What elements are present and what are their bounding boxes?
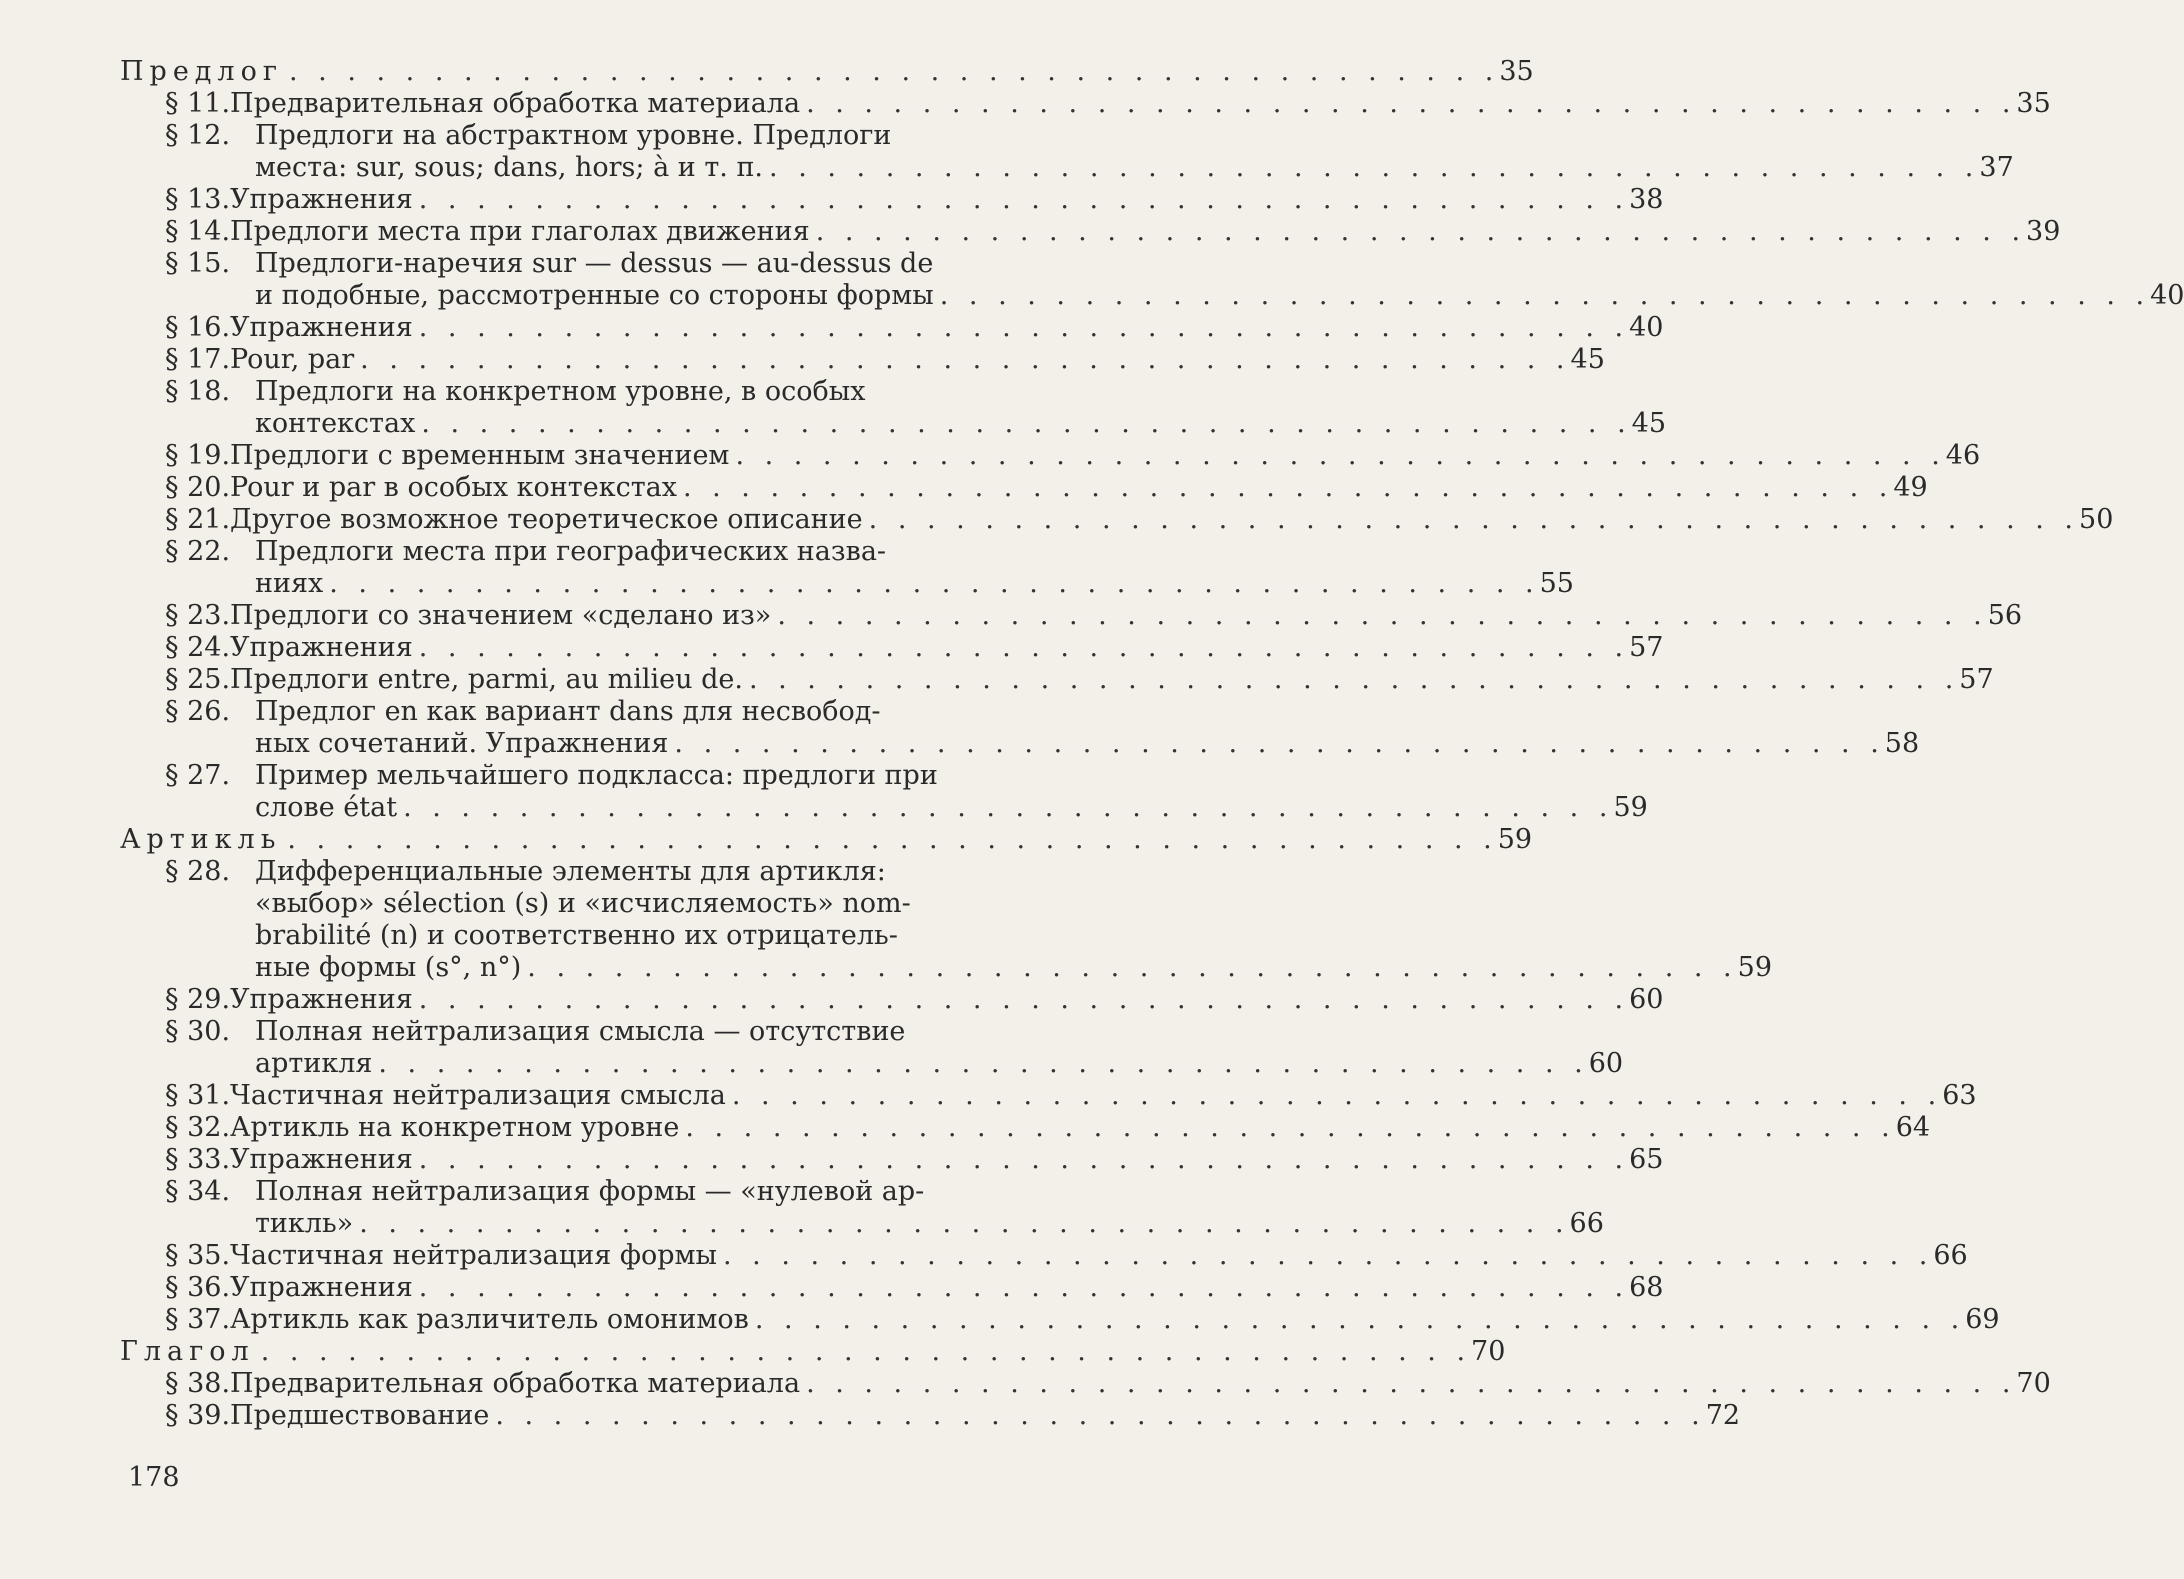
section-title-line: тикль» [255, 1208, 354, 1239]
page-number: 178 [128, 1462, 180, 1493]
toc-section-entry [120, 1176, 1604, 1240]
leader-dots: . . . . . . . . . . . . . . . . . . . . . . . . . . . . . . . . . . . . . . . . . . [685, 1112, 1896, 1143]
section-number: § 19. [165, 440, 231, 471]
leader-dots: . . . . . . . . . . . . . . . . . . . . . . . . . . . . . . . . . . . . . . . . . . [495, 1400, 1706, 1431]
section-number: § 24. [165, 632, 231, 663]
section-title-line: Дифференциальные элементы для артикля: [255, 856, 886, 887]
section-title-line: ных сочетаний. Упражнения [255, 728, 669, 759]
leader-dots: . . . . . . . . . . . . . . . . . . . . . . . . . . . . . . . . . . . . . . . . . . [378, 1048, 1589, 1079]
section-title-line: Другое возможное теоретическое описание [230, 504, 863, 535]
section-number: § 33. [165, 1144, 231, 1175]
toc-section-entry [120, 248, 2184, 312]
section-title-line: Предлоги entre, parmi, au milieu de. [230, 664, 743, 695]
page-ref: 72 [1705, 1400, 1741, 1431]
leader-dots: . . . . . . . . . . . . . . . . . . . . . . . . . . . . . . . . . . . . . . . . . . [418, 184, 1630, 215]
section-number: § 13. [165, 184, 231, 215]
page-ref: 38 [1629, 184, 1664, 215]
toc-section-entry [120, 120, 2014, 184]
page-ref: 39 [2026, 216, 2061, 247]
toc-section-entry [120, 696, 1920, 760]
page-ref: 49 [1893, 472, 1928, 503]
leader-dots: . . . . . . . . . . . . . . . . . . . . . . . . . . . . . . . . . . . . . . . . . . [287, 824, 1498, 855]
leader-dots: . . . . . . . . . . . . . . . . . . . . . . . . . . . . . . . . . . . . . . . . . . [260, 1336, 1472, 1367]
leader-dots: . . . . . . . . . . . . . . . . . . . . . . . . . . . . . . . . . . . . . . . . . . [359, 1208, 1570, 1239]
toc-section-entry [120, 216, 2061, 248]
leader-dots: . . . . . . . . . . . . . . . . . . . . . . . . . . . . . . . . . . . . . . . . . . [806, 1368, 2017, 1399]
leader-dots: . . . . . . . . . . . . . . . . . . . . . . . . . . . . . . . . . . . . . . . . . . [806, 88, 2017, 119]
section-number: § 28. [165, 856, 231, 887]
toc-section-entry [120, 1240, 1968, 1272]
section-title-line: Предлоги места при глаголах движения [230, 216, 810, 247]
toc-section-entry [120, 440, 1981, 472]
page-ref: 63 [1942, 1080, 1977, 1111]
page-ref: 59 [1737, 952, 1772, 983]
section-number: § 21. [165, 504, 231, 535]
leader-dots: . . . . . . . . . . . . . . . . . . . . . . . . . . . . . . . . . . . . . . . . . . [418, 1272, 1630, 1303]
section-title-line: контекстах [255, 408, 416, 439]
toc-section-entry [120, 1400, 1741, 1432]
section-number: § 20. [165, 472, 231, 503]
section-title-line: Упражнения [230, 984, 413, 1015]
page-ref: 57 [1959, 664, 1994, 695]
page-ref: 56 [1987, 600, 2023, 631]
section-title-line: Предлог en как вариант dans для несвобод- [255, 696, 881, 727]
section-title-line: Предлоги с временным значением [230, 440, 730, 471]
toc-section-entry [120, 600, 2023, 632]
toc-part-entry [120, 1336, 1506, 1368]
toc-section-entry [120, 376, 1667, 440]
page-ref: 64 [1895, 1112, 1931, 1143]
section-title-line: артикля [255, 1048, 373, 1079]
leader-dots: . . . . . . . . . . . . . . . . . . . . . . . . . . . . . . . . . . . . . . . . . . [418, 1144, 1630, 1175]
section-number: § 26. [165, 696, 231, 727]
toc-section-entry [120, 1368, 2051, 1400]
leader-dots: . . . . . . . . . . . . . . . . . . . . . . . . . . . . . . . . . . . . . . . . . . [421, 408, 1632, 439]
page-ref: 57 [1629, 632, 1664, 663]
section-title-line: Пример мельчайшего подкласса: предлоги при [255, 760, 938, 791]
leader-dots: . . . . . . . . . . . . . . . . . . . . . . . . . . . . . . . . . . . . . . . . . . [735, 440, 1946, 471]
toc-section-entry [120, 1272, 1664, 1304]
toc-section-entry [120, 1112, 1931, 1144]
leader-dots: . . . . . . . . . . . . . . . . . . . . . . . . . . . . . . . . . . . . . . . . . . [527, 952, 1738, 983]
section-title-line: Предлоги места при географических назва- [255, 536, 887, 567]
section-title-line: brabilité (n) и соответственно их отрицатель- [255, 920, 898, 951]
section-number: § 23. [165, 600, 231, 631]
section-number: § 36. [165, 1272, 231, 1303]
section-title-line: Предшествование [230, 1400, 490, 1431]
leader-dots: . . . . . . . . . . . . . . . . . . . . . . . . . . . . . . . . . . . . . . . . . . [360, 344, 1571, 375]
leader-dots: . . . . . . . . . . . . . . . . . . . . . . . . . . . . . . . . . . . . . . . . . . [769, 152, 1980, 183]
page-ref: 60 [1588, 1048, 1624, 1079]
toc-section-entry [120, 1016, 1624, 1080]
page-ref: 70 [2016, 1368, 2051, 1399]
toc-section-entry [120, 856, 1772, 984]
section-title-line: Артикль как различитель омонимов [230, 1304, 749, 1335]
section-number: § 27. [165, 760, 231, 791]
leader-dots: . . . . . . . . . . . . . . . . . . . . . . . . . . . . . . . . . . . . . . . . . . [674, 728, 1885, 759]
section-number: § 11. [165, 88, 231, 119]
section-title-line: Предварительная обработка материала [230, 1368, 801, 1399]
leader-dots: . . . . . . . . . . . . . . . . . . . . . . . . . . . . . . . . . . . . . . . . . . [418, 984, 1630, 1015]
leader-dots: . . . . . . . . . . . . . . . . . . . . . . . . . . . . . . . . . . . . . . . . . . [939, 280, 2151, 311]
section-title-line: Упражнения [230, 1272, 413, 1303]
section-title-line: Полная нейтрализация смысла — отсутствие [255, 1016, 906, 1047]
section-title-line: Упражнения [230, 632, 413, 663]
section-title-line: Полная нейтрализация формы — «нулевой ар- [255, 1176, 925, 1207]
page-ref: 70 [1471, 1336, 1506, 1367]
page-ref: 68 [1629, 1272, 1664, 1303]
section-number: § 14. [165, 216, 231, 247]
section-number: § 22. [165, 536, 231, 567]
section-title-line: Частичная нейтрализация формы [230, 1240, 718, 1271]
toc-section-entry [120, 1080, 1977, 1112]
toc-section-entry [120, 664, 1994, 696]
toc-section-entry [120, 984, 1664, 1016]
leader-dots: . . . . . . . . . . . . . . . . . . . . . . . . . . . . . . . . . . . . . . . . . . [723, 1240, 1934, 1271]
leader-dots: . . . . . . . . . . . . . . . . . . . . . . . . . . . . . . . . . . . . . . . . . . [815, 216, 2027, 247]
section-title-line: Предлоги-наречия sur — dessus — au-dessus de [255, 248, 934, 279]
section-title-line: слове état [255, 792, 398, 823]
page-ref: 45 [1570, 344, 1605, 375]
section-number: § 29. [165, 984, 231, 1015]
toc-part-entry [120, 56, 1534, 88]
section-number: § 32. [165, 1112, 231, 1143]
section-number: § 35. [165, 1240, 231, 1271]
toc-section-entry [120, 1144, 1664, 1176]
leader-dots: . . . . . . . . . . . . . . . . . . . . . . . . . . . . . . . . . . . . . . . . . . [868, 504, 2080, 535]
section-number: § 25. [165, 664, 231, 695]
leader-dots: . . . . . . . . . . . . . . . . . . . . . . . . . . . . . . . . . . . . . . . . . . [289, 56, 1500, 87]
page-ref: 50 [2079, 504, 2114, 535]
toc-section-entry [120, 632, 1664, 664]
part-title: Глагол [120, 1336, 255, 1367]
toc-section-entry [120, 1304, 2000, 1336]
section-title-line: Предварительная обработка материала [230, 88, 801, 119]
section-number: § 38. [165, 1368, 231, 1399]
toc-section-entry [120, 760, 1648, 824]
toc-section-entry [120, 344, 1605, 376]
section-number: § 37. [165, 1304, 231, 1335]
toc-section-entry [120, 472, 1928, 504]
section-title-line: Упражнения [230, 184, 413, 215]
section-number: § 12. [165, 120, 231, 151]
page-ref: 40 [1629, 312, 1664, 343]
page-ref: 58 [1884, 728, 1920, 759]
section-title-line: ниях [255, 568, 324, 599]
leader-dots: . . . . . . . . . . . . . . . . . . . . . . . . . . . . . . . . . . . . . . . . . . [682, 472, 1894, 503]
toc-section-entry [120, 504, 2114, 536]
leader-dots: . . . . . . . . . . . . . . . . . . . . . . . . . . . . . . . . . . . . . . . . . . [731, 1080, 1943, 1111]
leader-dots: . . . . . . . . . . . . . . . . . . . . . . . . . . . . . . . . . . . . . . . . . . [403, 792, 1614, 823]
section-title-line: ные формы (s°, n°) [255, 952, 522, 983]
section-title-line: Упражнения [230, 312, 413, 343]
leader-dots: . . . . . . . . . . . . . . . . . . . . . . . . . . . . . . . . . . . . . . . . . . [777, 600, 1988, 631]
section-title-line: Упражнения [230, 1144, 413, 1175]
page-ref: 59 [1613, 792, 1648, 823]
section-title-line: Предлоги на конкретном уровне, в особых [255, 376, 866, 407]
page-ref: 35 [2016, 88, 2051, 119]
leader-dots: . . . . . . . . . . . . . . . . . . . . . . . . . . . . . . . . . . . . . . . . . . [748, 664, 1960, 695]
page-ref: 66 [1569, 1208, 1604, 1239]
section-number: § 31. [165, 1080, 231, 1111]
part-title: Артикль [120, 824, 282, 855]
part-title: Предлог [120, 56, 283, 87]
section-number: § 16. [165, 312, 231, 343]
page-ref: 69 [1965, 1304, 2000, 1335]
section-number: § 34. [165, 1176, 231, 1207]
page-ref: 37 [1979, 152, 2014, 183]
page-ref: 45 [1631, 408, 1667, 439]
section-number: § 17. [165, 344, 231, 375]
leader-dots: . . . . . . . . . . . . . . . . . . . . . . . . . . . . . . . . . . . . . . . . . . [418, 312, 1630, 343]
section-title-line: «выбор» sélection (s) и «исчисляемость» nom- [255, 888, 911, 919]
section-title-line: места: sur, sous; dans, hors; à и т. п. [255, 152, 764, 183]
section-number: § 15. [165, 248, 231, 279]
section-title-line: Предлоги на абстрактном уровне. Предлоги [255, 120, 892, 151]
section-number: § 30. [165, 1016, 231, 1047]
toc-section-entry [120, 536, 1574, 600]
page-ref: 40 [2150, 280, 2184, 311]
section-number: § 39. [165, 1400, 231, 1431]
table-of-contents [120, 56, 2184, 1432]
section-title-line: Pour, par [230, 344, 355, 375]
page-ref: 35 [1499, 56, 1534, 87]
page-ref: 66 [1933, 1240, 1968, 1271]
leader-dots: . . . . . . . . . . . . . . . . . . . . . . . . . . . . . . . . . . . . . . . . . . [754, 1304, 1966, 1335]
section-title-line: Предлоги со значением «сделано из» [230, 600, 772, 631]
page-ref: 59 [1497, 824, 1533, 855]
toc-part-entry [120, 824, 1533, 856]
section-number: § 18. [165, 376, 231, 407]
section-title-line: Частичная нейтрализация смысла [230, 1080, 726, 1111]
leader-dots: . . . . . . . . . . . . . . . . . . . . . . . . . . . . . . . . . . . . . . . . . . [418, 632, 1630, 663]
toc-section-entry [120, 88, 2051, 120]
toc-section-entry [120, 312, 1664, 344]
leader-dots: . . . . . . . . . . . . . . . . . . . . . . . . . . . . . . . . . . . . . . . . . . [329, 568, 1540, 599]
section-title-line: Pour и par в особых контекстах [230, 472, 677, 503]
page-ref: 46 [1945, 440, 1981, 471]
page-ref: 55 [1539, 568, 1574, 599]
page-ref: 60 [1629, 984, 1664, 1015]
page-ref: 65 [1629, 1144, 1664, 1175]
toc-section-entry [120, 184, 1664, 216]
section-title-line: и подобные, рассмотренные со стороны формы [255, 280, 934, 311]
section-title-line: Артикль на конкретном уровне [230, 1112, 680, 1143]
